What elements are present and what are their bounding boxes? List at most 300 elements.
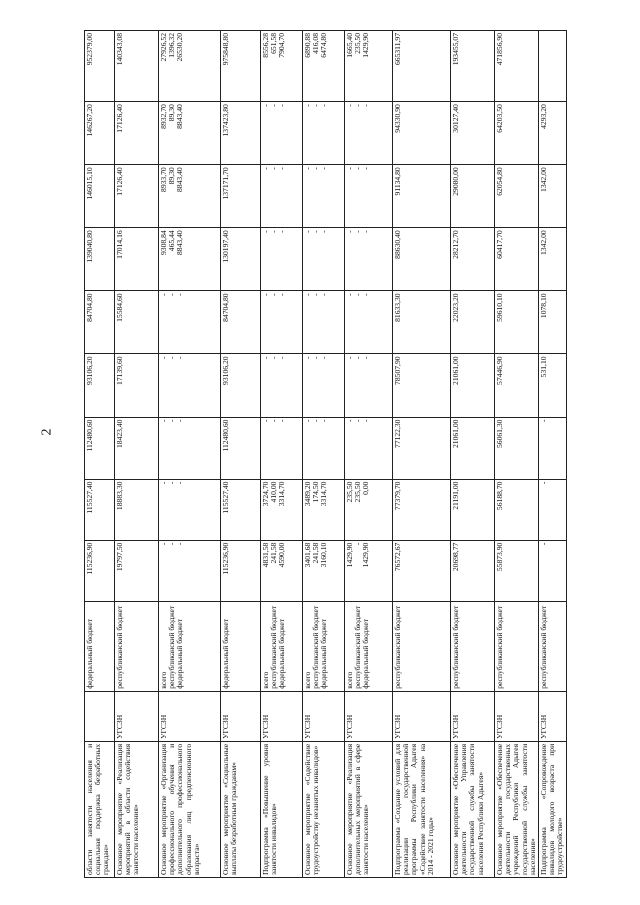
amount-cell bbox=[451, 291, 495, 354]
amount-cell bbox=[345, 102, 393, 165]
amount-value: - bbox=[261, 356, 270, 359]
amount-value: 174,50 bbox=[311, 481, 321, 503]
amount-value: 651,58 bbox=[269, 33, 279, 54]
amount-value: 18883,30 bbox=[115, 481, 124, 511]
amount-cell bbox=[451, 31, 495, 102]
amount-value: 0,00 bbox=[361, 481, 371, 495]
amount-cell bbox=[303, 354, 345, 417]
amount-value: 115527,40 bbox=[221, 481, 230, 514]
amount-value: 84704,80 bbox=[85, 293, 94, 322]
amount-value: - bbox=[319, 167, 329, 170]
amount-value: 28212,70 bbox=[451, 230, 460, 259]
amount-value: 146267,20 bbox=[85, 104, 94, 137]
amount-value: - bbox=[311, 293, 321, 296]
amount-value: - bbox=[345, 167, 354, 170]
funding-source-label: республиканский бюджет bbox=[539, 605, 548, 689]
amount-value: 57446,90 bbox=[495, 356, 504, 385]
amount-value: - bbox=[277, 293, 287, 296]
amount-cell bbox=[345, 354, 393, 417]
amount-value: 21061,00 bbox=[451, 419, 460, 448]
amount-cell bbox=[393, 479, 451, 540]
amount-value: 235,50 bbox=[345, 481, 354, 503]
amount-value: - bbox=[361, 293, 371, 296]
amount-value: 3314,70 bbox=[277, 481, 287, 507]
amount-value: - bbox=[539, 542, 548, 546]
amount-cell bbox=[261, 31, 303, 102]
amount-value: - bbox=[311, 356, 321, 359]
executor-cell: УГСЗН bbox=[345, 691, 393, 741]
amount-value: - bbox=[261, 167, 270, 170]
amount-value: 20698,77 bbox=[451, 542, 460, 572]
amount-value: 17126,40 bbox=[115, 104, 124, 133]
amount-value: - bbox=[175, 481, 185, 485]
amount-cell bbox=[261, 417, 303, 479]
amount-value: - bbox=[261, 104, 270, 107]
amount-value: - bbox=[319, 104, 329, 107]
amount-value: 1342,00 bbox=[539, 167, 548, 192]
amount-value: - bbox=[167, 542, 177, 546]
amount-cell bbox=[115, 479, 159, 540]
amount-value: - bbox=[277, 419, 287, 423]
amount-cell bbox=[495, 479, 539, 540]
amount-cell bbox=[261, 291, 303, 354]
amount-value: - bbox=[269, 419, 279, 423]
amount-value: 93106,20 bbox=[85, 356, 94, 385]
amount-cell bbox=[85, 354, 115, 417]
amount-value: 130197,40 bbox=[221, 230, 230, 263]
amount-value: - bbox=[261, 419, 270, 423]
funding-source-label: республиканский бюджет bbox=[115, 605, 124, 689]
amount-cell bbox=[85, 417, 115, 479]
amount-cell bbox=[115, 165, 159, 228]
amount-value: 1078,10 bbox=[539, 293, 548, 319]
funding-source-cell bbox=[261, 601, 303, 691]
amount-cell bbox=[85, 228, 115, 291]
amount-value: 60417,70 bbox=[495, 230, 504, 259]
amount-value: - bbox=[319, 293, 329, 296]
funding-source-cell bbox=[303, 601, 345, 691]
amount-cell bbox=[85, 540, 115, 601]
amount-value: - bbox=[345, 356, 354, 359]
amount-value: - bbox=[159, 356, 168, 359]
amount-value: 29080,00 bbox=[451, 167, 460, 196]
amount-cell bbox=[303, 540, 345, 601]
amount-cell bbox=[159, 540, 221, 601]
amount-value: 112480,60 bbox=[221, 419, 230, 452]
amount-value: 115527,40 bbox=[85, 481, 94, 514]
amount-value: 139040,80 bbox=[85, 230, 94, 263]
amount-value: - bbox=[303, 293, 312, 296]
amount-value: 1429,90 bbox=[361, 542, 371, 568]
funding-source-label: всего bbox=[345, 671, 354, 689]
amount-value: 22023,20 bbox=[451, 293, 460, 322]
amount-value: - bbox=[345, 104, 354, 107]
amount-value: 56188,70 bbox=[495, 481, 504, 511]
amount-value: 410,00 bbox=[269, 481, 279, 503]
table-row bbox=[159, 31, 221, 878]
amount-value: 471856,90 bbox=[495, 33, 504, 66]
amount-value: 1429,90 bbox=[361, 33, 371, 58]
amount-cell bbox=[345, 540, 393, 601]
amount-value: 3489,20 bbox=[303, 481, 312, 507]
amount-value: - bbox=[175, 419, 185, 423]
amount-cell bbox=[85, 31, 115, 102]
amount-value: 55873,90 bbox=[495, 542, 504, 572]
amount-cell bbox=[345, 291, 393, 354]
table-row bbox=[495, 31, 539, 878]
executor-cell bbox=[85, 691, 115, 741]
amount-value: 137171,70 bbox=[221, 167, 230, 200]
amount-cell bbox=[393, 291, 451, 354]
amount-cell bbox=[539, 540, 567, 601]
amount-cell bbox=[261, 354, 303, 417]
amount-value: - bbox=[361, 104, 371, 107]
amount-cell bbox=[345, 31, 393, 102]
amount-value: - bbox=[175, 542, 185, 546]
funding-source-label: всего bbox=[303, 671, 312, 689]
amount-value: 77379,70 bbox=[393, 481, 402, 511]
amount-value: - bbox=[311, 230, 321, 233]
program-name-cell: Основное мероприятие «Обеспечение деятельности Управления государственной службы занятости населения Республики Адыгея» bbox=[451, 741, 495, 877]
amount-cell bbox=[159, 354, 221, 417]
amount-cell bbox=[261, 228, 303, 291]
amount-cell bbox=[115, 228, 159, 291]
amount-value: - bbox=[269, 356, 279, 359]
amount-value: - bbox=[353, 167, 363, 170]
amount-cell bbox=[303, 165, 345, 228]
amount-value: 3314,70 bbox=[319, 481, 329, 507]
amount-cell bbox=[451, 354, 495, 417]
executor-cell: УГСЗН bbox=[303, 691, 345, 741]
amount-value: - bbox=[361, 356, 371, 359]
executor-cell: УГСЗН bbox=[221, 691, 261, 741]
amount-cell bbox=[393, 165, 451, 228]
amount-value: - bbox=[345, 230, 354, 233]
amount-cell bbox=[393, 228, 451, 291]
table-rotator bbox=[84, 30, 565, 878]
amount-value: 137423,80 bbox=[221, 104, 230, 137]
amount-value: - bbox=[539, 419, 548, 423]
amount-value: 140343,08 bbox=[115, 33, 124, 66]
amount-value: - bbox=[269, 104, 279, 107]
amount-value: 76572,67 bbox=[393, 542, 402, 572]
amount-cell bbox=[393, 102, 451, 165]
amount-cell bbox=[159, 479, 221, 540]
amount-cell bbox=[345, 417, 393, 479]
amount-value: 89,30 bbox=[167, 167, 177, 185]
funding-source-label: республиканский бюджет bbox=[353, 605, 363, 689]
amount-value: 4831,58 bbox=[261, 542, 270, 568]
amount-value: - bbox=[159, 293, 168, 296]
amount-cell bbox=[303, 479, 345, 540]
funding-source-cell bbox=[85, 601, 115, 691]
amount-cell bbox=[539, 354, 567, 417]
amount-value: - bbox=[269, 167, 279, 170]
amount-cell bbox=[85, 165, 115, 228]
funding-source-label: федеральный бюджет bbox=[221, 618, 230, 689]
amount-cell bbox=[221, 228, 261, 291]
amount-cell bbox=[221, 540, 261, 601]
amount-value: 30127,40 bbox=[451, 104, 460, 133]
table-row bbox=[115, 31, 159, 878]
amount-cell bbox=[221, 102, 261, 165]
amount-value: 62054,80 bbox=[495, 167, 504, 196]
executor-cell: УГСЗН bbox=[451, 691, 495, 741]
program-name-cell: Подпрограмма «Повышение уровня занятости инвалидов» bbox=[261, 741, 303, 877]
amount-value: - bbox=[319, 419, 329, 423]
amount-value: 21061,00 bbox=[451, 356, 460, 385]
amount-value: - bbox=[167, 356, 177, 359]
amount-cell bbox=[261, 540, 303, 601]
amount-value: 6474,80 bbox=[319, 33, 329, 58]
amount-value: 17014,16 bbox=[115, 230, 124, 259]
amount-cell bbox=[159, 165, 221, 228]
amount-value: - bbox=[353, 542, 363, 546]
amount-value: 241,58 bbox=[269, 542, 279, 564]
amount-value: - bbox=[303, 104, 312, 107]
table-row bbox=[85, 31, 115, 878]
table-row bbox=[303, 31, 345, 878]
amount-value: 146015,10 bbox=[85, 167, 94, 200]
amount-cell bbox=[159, 417, 221, 479]
funding-source-label: всего bbox=[261, 671, 270, 689]
amount-value: 235,50 bbox=[353, 481, 363, 503]
amount-value: 3160,10 bbox=[319, 542, 329, 568]
funding-source-cell bbox=[221, 601, 261, 691]
amount-value: - bbox=[303, 167, 312, 170]
amount-value: 531,10 bbox=[539, 356, 548, 378]
amount-value: 193455,07 bbox=[451, 33, 460, 66]
funding-source-label: федеральный бюджет bbox=[175, 618, 185, 689]
amount-value: 241,58 bbox=[311, 542, 321, 564]
page-number: 2 bbox=[39, 428, 55, 436]
amount-value: - bbox=[319, 230, 329, 233]
amount-value: 8933,70 bbox=[159, 167, 168, 192]
program-name-cell: Основное мероприятие «Организация профессионального обучения и дополнительного профессионального образования лиц предпенсионного возраста» bbox=[159, 741, 221, 877]
amount-cell bbox=[345, 479, 393, 540]
amount-value: 94330,90 bbox=[393, 104, 402, 133]
executor-cell: УГСЗН bbox=[115, 691, 159, 741]
amount-value: - bbox=[277, 356, 287, 359]
funding-source-label: федеральный бюджет bbox=[361, 618, 371, 689]
program-name-cell: Основное мероприятие «Социальные выплаты безработным гражданам» bbox=[221, 741, 261, 877]
funding-source-cell bbox=[393, 601, 451, 691]
amount-value: 1396,32 bbox=[167, 33, 177, 58]
amount-cell bbox=[115, 102, 159, 165]
amount-value: - bbox=[261, 293, 270, 296]
amount-cell bbox=[495, 540, 539, 601]
funding-source-cell bbox=[115, 601, 159, 691]
budget-table bbox=[84, 30, 567, 878]
amount-value: 8843,40 bbox=[175, 104, 185, 129]
amount-value: - bbox=[345, 419, 354, 423]
amount-cell bbox=[85, 479, 115, 540]
amount-cell bbox=[451, 479, 495, 540]
executor-cell: УГСЗН bbox=[539, 691, 567, 741]
funding-source-cell bbox=[159, 601, 221, 691]
amount-cell bbox=[303, 417, 345, 479]
amount-value: 952379,00 bbox=[85, 33, 94, 66]
amount-cell bbox=[221, 291, 261, 354]
amount-value: 59610,10 bbox=[495, 293, 504, 322]
amount-value: 78507,90 bbox=[393, 356, 402, 385]
amount-value: 64203,50 bbox=[495, 104, 504, 133]
amount-cell bbox=[159, 102, 221, 165]
amount-value: - bbox=[175, 356, 185, 359]
funding-source-label: федеральный бюджет bbox=[277, 618, 287, 689]
amount-value: 235,50 bbox=[353, 33, 363, 54]
amount-value: - bbox=[261, 230, 270, 233]
amount-value: 89,30 bbox=[167, 104, 177, 122]
amount-value: - bbox=[159, 419, 168, 423]
program-name-cell: Подпрограмма «Создание условий для реализации государственной программы Республики Адыгея «Содействие занятости населения» на 2014 - 2021 годы» bbox=[393, 741, 451, 877]
amount-cell bbox=[495, 102, 539, 165]
table-row bbox=[261, 31, 303, 878]
executor-cell: УГСЗН bbox=[159, 691, 221, 741]
program-name-cell: Подпрограмма «Сопровождение инвалидов молодого возраста при трудоустройстве» bbox=[539, 741, 567, 877]
amount-value: - bbox=[311, 419, 321, 423]
amount-value: 4590,00 bbox=[277, 542, 287, 568]
amount-value: 15584,60 bbox=[115, 293, 124, 322]
amount-value: 1342,00 bbox=[539, 230, 548, 256]
program-name-cell: Основное мероприятие «Реализация дополнительных мероприятий в сфере занятости населения» bbox=[345, 741, 393, 877]
amount-cell bbox=[451, 540, 495, 601]
amount-cell bbox=[495, 31, 539, 102]
amount-value: 17139,60 bbox=[115, 356, 124, 385]
amount-cell bbox=[393, 354, 451, 417]
amount-value: 1665,40 bbox=[345, 33, 354, 58]
amount-value: - bbox=[361, 230, 371, 233]
amount-value: 26530,20 bbox=[175, 33, 185, 62]
funding-source-label: республиканский бюджет bbox=[269, 605, 279, 689]
amount-value: - bbox=[353, 356, 363, 359]
amount-cell bbox=[495, 228, 539, 291]
amount-value: 3401,68 bbox=[303, 542, 312, 568]
amount-value: 8932,70 bbox=[159, 104, 168, 129]
table-row bbox=[451, 31, 495, 878]
amount-value: 115236,90 bbox=[221, 542, 230, 575]
funding-source-label: федеральный бюджет bbox=[85, 618, 94, 689]
amount-value: - bbox=[167, 419, 177, 423]
amount-value: 21191,00 bbox=[451, 481, 460, 510]
amount-value: 465,44 bbox=[167, 230, 177, 252]
amount-cell bbox=[539, 228, 567, 291]
amount-value: - bbox=[353, 419, 363, 423]
funding-source-label: всего bbox=[159, 671, 168, 689]
amount-cell bbox=[539, 291, 567, 354]
amount-value: - bbox=[311, 104, 321, 107]
amount-value: - bbox=[167, 293, 177, 296]
amount-value: 17126,40 bbox=[115, 167, 124, 196]
amount-value: - bbox=[353, 104, 363, 107]
amount-value: 115236,90 bbox=[85, 542, 94, 575]
program-name-cell: Основное мероприятие «Содействие трудоустройству незанятых инвалидов» bbox=[303, 741, 345, 877]
amount-value: 88630,40 bbox=[393, 230, 402, 259]
amount-value: - bbox=[277, 167, 287, 170]
program-name-cell: области занятости населения и социальная поддержка безработных граждан» bbox=[85, 741, 115, 877]
amount-value: - bbox=[269, 230, 279, 233]
amount-value: 8556,28 bbox=[261, 33, 270, 58]
amount-value: 1429,90 bbox=[345, 542, 354, 568]
amount-value: 9308,84 bbox=[159, 230, 168, 256]
funding-source-cell bbox=[345, 601, 393, 691]
amount-value: - bbox=[361, 167, 371, 170]
amount-value: - bbox=[345, 293, 354, 296]
table-row bbox=[345, 31, 393, 878]
amount-cell bbox=[159, 291, 221, 354]
program-name-cell: Основное мероприятие «Обеспечение деятельности государственных учреждений Республики Адыгея государственной службы занятости населения» bbox=[495, 741, 539, 877]
amount-cell bbox=[115, 291, 159, 354]
amount-cell bbox=[393, 31, 451, 102]
amount-value: 3724,70 bbox=[261, 481, 270, 507]
amount-cell bbox=[539, 31, 567, 102]
amount-cell bbox=[495, 354, 539, 417]
amount-cell bbox=[451, 102, 495, 165]
amount-value: - bbox=[175, 293, 185, 296]
executor-cell: УГСЗН bbox=[393, 691, 451, 741]
funding-source-cell bbox=[539, 601, 567, 691]
amount-cell bbox=[393, 417, 451, 479]
amount-cell bbox=[261, 102, 303, 165]
amount-cell bbox=[495, 291, 539, 354]
amount-cell bbox=[261, 479, 303, 540]
amount-value: - bbox=[277, 104, 287, 107]
amount-value: 91134,80 bbox=[393, 167, 402, 196]
amount-cell bbox=[539, 479, 567, 540]
table-row bbox=[393, 31, 451, 878]
funding-source-label: республиканский бюджет bbox=[167, 605, 177, 689]
amount-cell bbox=[221, 31, 261, 102]
funding-source-label: республиканский бюджет bbox=[495, 605, 504, 689]
program-name-cell: Основное мероприятие «Реализация мероприятий в области содействия занятости населения» bbox=[115, 741, 159, 877]
amount-value: 18423,40 bbox=[115, 419, 124, 448]
amount-value: 4293,20 bbox=[539, 104, 548, 129]
amount-cell bbox=[115, 540, 159, 601]
funding-source-cell bbox=[451, 601, 495, 691]
amount-value: 8843,40 bbox=[175, 167, 185, 192]
amount-value: 27926,52 bbox=[159, 33, 168, 62]
amount-cell bbox=[303, 228, 345, 291]
funding-source-cell bbox=[495, 601, 539, 691]
amount-cell bbox=[495, 417, 539, 479]
amount-value: - bbox=[311, 167, 321, 170]
amount-cell bbox=[115, 417, 159, 479]
amount-value: 81633,30 bbox=[393, 293, 402, 322]
amount-cell bbox=[495, 165, 539, 228]
amount-value: 8843,40 bbox=[175, 230, 185, 256]
amount-value: 93106,20 bbox=[221, 356, 230, 385]
amount-value: - bbox=[159, 542, 168, 546]
amount-cell bbox=[303, 31, 345, 102]
executor-cell: УГСЗН bbox=[261, 691, 303, 741]
executor-cell: УГСЗН bbox=[495, 691, 539, 741]
amount-cell bbox=[451, 165, 495, 228]
amount-value: 6890,88 bbox=[303, 33, 312, 58]
amount-value: - bbox=[353, 230, 363, 233]
amount-value: - bbox=[353, 293, 363, 296]
amount-cell bbox=[115, 354, 159, 417]
amount-cell bbox=[221, 479, 261, 540]
amount-value: - bbox=[277, 230, 287, 233]
amount-value: 19797,50 bbox=[115, 542, 124, 572]
amount-cell bbox=[85, 291, 115, 354]
amount-cell bbox=[221, 354, 261, 417]
amount-value: 975848,80 bbox=[221, 33, 230, 66]
amount-cell bbox=[303, 291, 345, 354]
amount-cell bbox=[451, 228, 495, 291]
amount-cell bbox=[115, 31, 159, 102]
amount-value: 77122,30 bbox=[393, 419, 402, 448]
